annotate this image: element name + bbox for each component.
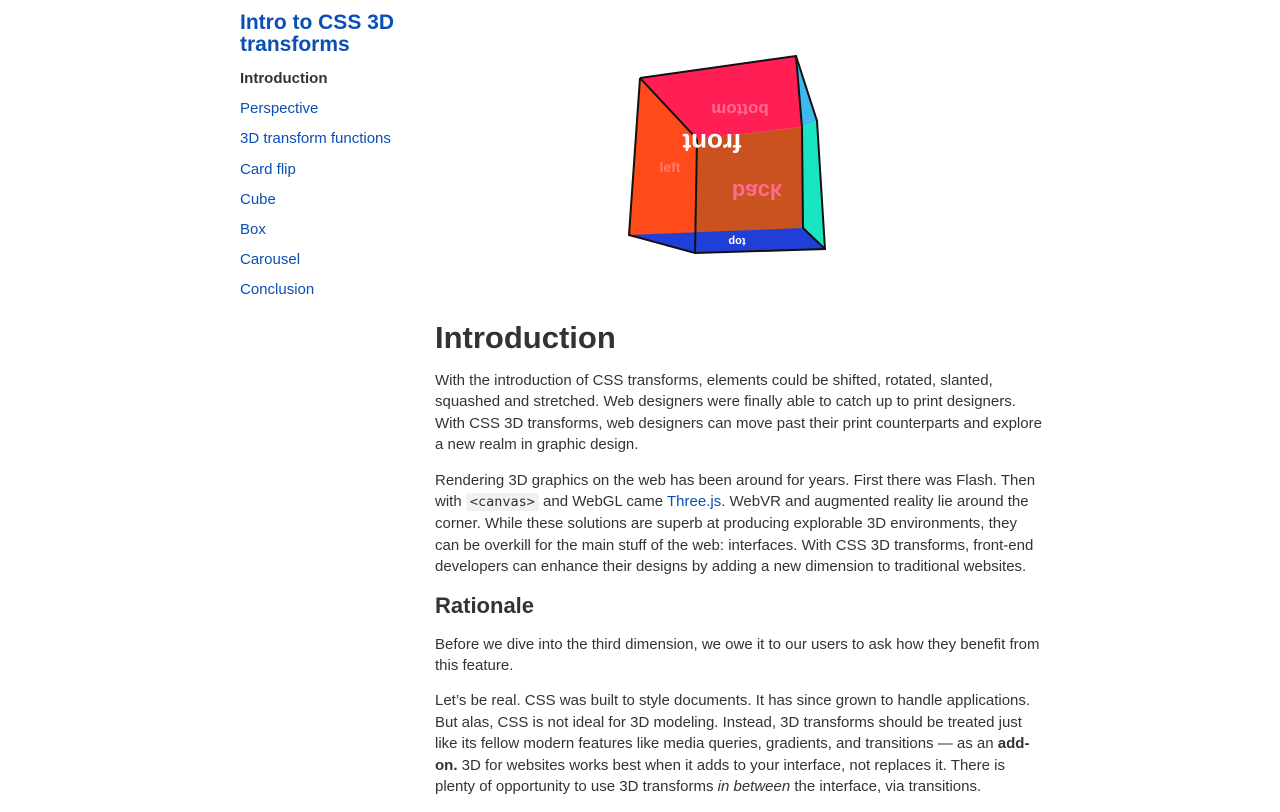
sidebar-item-introduction <box>240 70 420 100</box>
rationale-paragraph-2 <box>435 690 1045 797</box>
sidebar-item-conclusion[interactable] <box>240 281 420 311</box>
sidebar-item-box[interactable] <box>240 221 420 251</box>
main-content <box>435 318 1045 812</box>
sidebar-item-label[interactable]: Perspective <box>240 100 319 118</box>
intro-paragraph-1: With the introduction of CSS transforms, elements could be shifted, rotated, slanted, squashed and stretched. Web designers were finally able to catch up to print designers. With CSS 3D transforms, web designers can move past their print counterparts and explore a new realm in graphic design. <box>435 372 1042 454</box>
inline-code-canvas: <canvas> <box>466 493 539 511</box>
text: Let’s be real. CSS was built to style documents. It has since grown to handle applications. But alas, CSS is not ideal for 3D modeling. Instead, 3D transforms should be treated just like its fellow modern features like media queries, gradients, and transitions — as an <box>435 692 1031 753</box>
sidebar-item-card-flip[interactable] <box>240 161 420 191</box>
text: and WebGL came <box>538 493 668 511</box>
cube-label-bottom: bottom <box>711 100 769 119</box>
sidebar-item-perspective[interactable] <box>240 100 420 130</box>
sidebar-item-label[interactable]: Card flip <box>240 160 296 178</box>
site-title-link[interactable]: Intro to CSS 3D transforms <box>240 11 395 56</box>
section-heading-rationale: Rationale <box>435 592 535 618</box>
rationale-paragraph-1: Before we dive into the third dimension, we owe it to our users to ask how they benefit from this feature. <box>435 635 1040 675</box>
sidebar-item-3d-transform-functions[interactable] <box>240 130 420 160</box>
emphasis-text: in between <box>717 778 791 796</box>
text: Rendering 3D graphics on the web has been around for years. First there was Flash. Then with <box>435 471 1036 511</box>
sidebar <box>240 12 420 312</box>
sidebar-item-label[interactable]: Conclusion <box>240 281 315 299</box>
page-title: Introduction <box>435 320 616 355</box>
threejs-link[interactable]: Three.js <box>667 493 722 511</box>
sidebar-item-label[interactable]: Box <box>240 220 266 238</box>
cube-label-front: front <box>682 128 742 158</box>
text: . WebVR and augmented reality lie around the corner. While these solutions are superb at producing explorable 3D environments, they can be overkill for the main stuff of the web: interfaces. With CSS 3D transforms, front-end developers can enhance their designs by adding a new dimension to traditional websites. <box>435 493 1034 576</box>
sidebar-item-label[interactable]: Cube <box>240 190 276 208</box>
sidebar-item-carousel[interactable] <box>240 251 420 281</box>
sidebar-nav <box>240 70 420 312</box>
cube-label-left: left <box>659 159 681 175</box>
sidebar-item-label[interactable]: Carousel <box>240 251 301 269</box>
sidebar-item-cube[interactable] <box>240 191 420 221</box>
sidebar-item-label: Introduction <box>240 70 328 87</box>
intro-paragraph-2 <box>435 470 1045 578</box>
text: 3D for websites works best when it adds to your interface, not replaces it. There is plenty of opportunity to use 3D transforms <box>435 756 1005 796</box>
cube-illustration <box>620 48 835 263</box>
cube-label-back: back <box>731 179 783 204</box>
cube-demo[interactable] <box>620 48 835 263</box>
text: the interface, via transitions. <box>790 778 982 796</box>
sidebar-item-label[interactable]: 3D transform functions <box>240 130 391 148</box>
strong-text: add-on. <box>435 735 1030 774</box>
cube-label-top: top <box>728 235 746 247</box>
